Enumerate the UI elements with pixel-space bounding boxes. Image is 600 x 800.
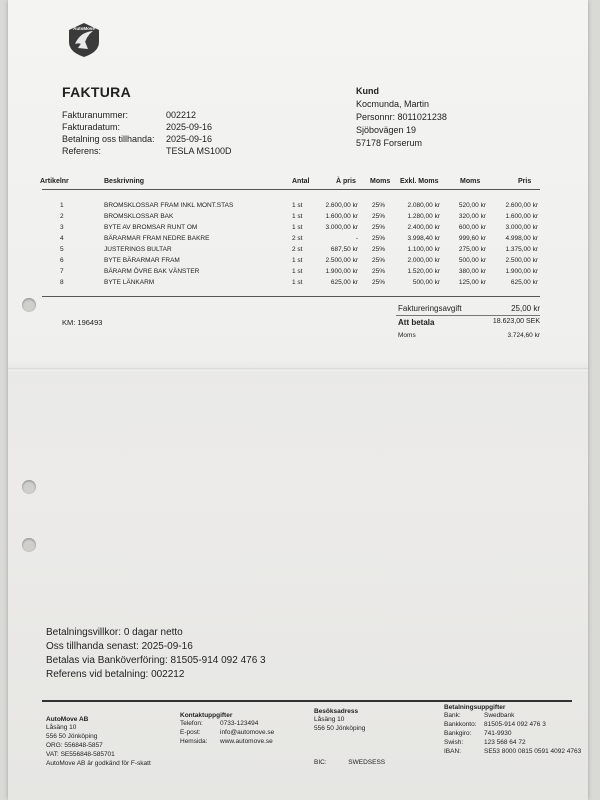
table-header-divider bbox=[42, 189, 540, 190]
table-header-cell: Antal bbox=[292, 178, 310, 185]
terms-line: Referens vid betalning: 002212 bbox=[46, 669, 185, 680]
table-cell: 2 bbox=[60, 213, 64, 220]
footer-company-line: AutoMove AB är godkänd för F-skatt bbox=[46, 760, 151, 767]
pay-label: Att betala bbox=[398, 318, 435, 327]
invoice-field-value: 002212 bbox=[166, 110, 197, 120]
terms-line: Oss tillhanda senast: 2025-09-16 bbox=[46, 641, 193, 652]
customer-city: 57178 Forserum bbox=[356, 138, 423, 148]
table-cell: 1.900,00 kr bbox=[325, 268, 358, 275]
table-header-cell: À pris bbox=[336, 178, 356, 185]
table-cell: 25% bbox=[372, 279, 386, 286]
contact-row bbox=[180, 737, 274, 746]
fee-value: 25,00 kr bbox=[511, 304, 540, 313]
payment-label: Bankgiro: bbox=[444, 730, 472, 737]
bic-label: BIC: bbox=[314, 759, 327, 766]
footer-company-line: Låsäng 10 bbox=[46, 724, 77, 731]
table-cell: 25% bbox=[372, 213, 386, 220]
table-header-cell: Moms bbox=[370, 178, 391, 185]
contact-value: www.automove.se bbox=[220, 738, 273, 745]
table-bottom-divider bbox=[42, 296, 540, 297]
invoice-paper bbox=[8, 0, 588, 800]
company-logo bbox=[66, 22, 102, 58]
table-cell: 2.000,00 kr bbox=[407, 257, 440, 264]
footer-payment-heading: Betalningsuppgifter bbox=[444, 704, 506, 711]
logo-text: AutoMove bbox=[73, 26, 95, 31]
vat-value: 3.724,60 kr bbox=[507, 332, 540, 339]
table-cell: 1.375,00 kr bbox=[505, 246, 538, 253]
terms-line: Betalas via Banköverföring: 81505-914 092 476 3 bbox=[46, 655, 266, 666]
contact-label: E-post: bbox=[180, 729, 201, 736]
punch-hole bbox=[22, 538, 36, 552]
table-cell: 520,00 kr bbox=[458, 202, 486, 209]
table-cell: 2.080,00 kr bbox=[407, 202, 440, 209]
payment-value: Swedbank bbox=[484, 712, 515, 719]
table-cell: 25% bbox=[372, 224, 386, 231]
table-cell: 1 st bbox=[292, 202, 303, 209]
pay-value: 18.623,00 SEK bbox=[492, 318, 540, 325]
table-cell: 25% bbox=[372, 257, 386, 264]
invoice-field-label: Fakturanummer: bbox=[62, 110, 129, 120]
payment-row bbox=[444, 720, 581, 729]
payment-terms bbox=[46, 626, 266, 682]
table-cell: 25% bbox=[372, 268, 386, 275]
punch-hole bbox=[22, 298, 36, 312]
footer-company-heading: AutoMove AB bbox=[46, 716, 89, 723]
table-cell: 1.900,00 kr bbox=[505, 268, 538, 275]
table-cell: BYTE AV BROMSAR RUNT OM bbox=[104, 224, 198, 231]
table-cell: 1 st bbox=[292, 257, 303, 264]
payment-row bbox=[444, 711, 581, 720]
payment-value: 81505-914 092 476 3 bbox=[484, 721, 546, 728]
invoice-field-value: 2025-09-16 bbox=[166, 122, 213, 132]
visit-line: Låsäng 10 bbox=[314, 716, 345, 723]
table-cell: 1.600,00 kr bbox=[505, 213, 538, 220]
footer-company-line: 556 50 Jönköping bbox=[46, 733, 98, 740]
table-cell: 25% bbox=[372, 202, 386, 209]
table-header-cell: Exkl. Moms bbox=[400, 178, 439, 185]
paper-fold bbox=[8, 368, 588, 371]
payment-value: 741-9930 bbox=[484, 730, 512, 737]
invoice-field-value: TESLA MS100D bbox=[166, 146, 232, 156]
footer-company-line: ORG: 556848-5857 bbox=[46, 742, 103, 749]
table-cell: 7 bbox=[60, 268, 64, 275]
contact-label: Hemsida: bbox=[180, 738, 208, 745]
table-cell: 1 st bbox=[292, 268, 303, 275]
table-cell: 687,50 kr bbox=[330, 246, 358, 253]
table-cell: 2.500,00 kr bbox=[505, 257, 538, 264]
table-cell: 320,00 kr bbox=[458, 213, 486, 220]
footer-company bbox=[46, 716, 151, 768]
payment-label: Bank: bbox=[444, 712, 461, 719]
totals-divider bbox=[396, 315, 540, 316]
customer-heading: Kund bbox=[356, 86, 379, 96]
table-cell: 1 st bbox=[292, 279, 303, 286]
footer-company-line: VAT: SE556848-585701 bbox=[46, 751, 115, 758]
table-cell: BYTE BÄRARMAR FRAM bbox=[104, 257, 180, 264]
table-cell: 625,00 kr bbox=[330, 279, 358, 286]
invoice-field-value: 2025-09-16 bbox=[166, 134, 213, 144]
payment-row bbox=[444, 738, 581, 747]
table-cell: JUSTERINGS BULTAR bbox=[104, 246, 172, 253]
table-cell: 2.500,00 kr bbox=[325, 257, 358, 264]
table-cell: 2 st bbox=[292, 246, 303, 253]
table-cell: - bbox=[355, 235, 358, 242]
invoice-field-label: Fakturadatum: bbox=[62, 122, 121, 132]
contact-value: info@automove.se bbox=[220, 729, 275, 736]
contact-label: Telefon: bbox=[180, 720, 203, 727]
terms-line: Betalningsvillkor: 0 dagar netto bbox=[46, 627, 183, 638]
customer-street: Sjöbovägen 19 bbox=[356, 125, 417, 135]
table-cell: 1 st bbox=[292, 224, 303, 231]
payment-row bbox=[444, 747, 581, 756]
invoice-field-label: Referens: bbox=[62, 146, 102, 156]
vat-label: Moms bbox=[398, 332, 416, 339]
footer-payment bbox=[444, 704, 581, 756]
table-cell: 2.600,00 kr bbox=[325, 202, 358, 209]
table-cell: BÄRARM ÖVRE BAK VÄNSTER bbox=[104, 268, 200, 275]
table-cell: 6 bbox=[60, 257, 64, 264]
table-cell: 1.280,00 kr bbox=[407, 213, 440, 220]
table-cell: BROMSKLOSSAR FRAM INKL MONT.STAS bbox=[104, 202, 234, 209]
table-cell: 25% bbox=[372, 235, 386, 242]
footer-contact-heading: Kontaktuppgifter bbox=[180, 712, 233, 719]
table-cell: 500,00 kr bbox=[412, 279, 440, 286]
table-header-cell: Pris bbox=[518, 178, 532, 185]
table-header-cell: Moms bbox=[460, 178, 481, 185]
footer-contact bbox=[180, 712, 274, 746]
table-cell: 4.998,00 kr bbox=[505, 235, 538, 242]
page-title: FAKTURA bbox=[62, 84, 131, 100]
contact-row bbox=[180, 728, 274, 737]
table-cell: 8 bbox=[60, 279, 64, 286]
table-cell: 380,00 kr bbox=[458, 268, 486, 275]
invoice-field-label: Betalning oss tillhanda: bbox=[62, 134, 155, 144]
payment-value: SE53 8000 0815 0591 4092 4763 bbox=[484, 748, 582, 755]
table-cell: 125,00 kr bbox=[458, 279, 486, 286]
km-reading: KM: 196493 bbox=[62, 318, 103, 327]
bic-value: SWEDSESS bbox=[348, 759, 386, 766]
table-cell: 3.000,00 kr bbox=[505, 224, 538, 231]
table-cell: 500,00 kr bbox=[458, 257, 486, 264]
table-cell: 25% bbox=[372, 246, 386, 253]
table-cell: 1.100,00 kr bbox=[407, 246, 440, 253]
footer-visit bbox=[314, 708, 365, 733]
payment-value: 123 568 64 72 bbox=[484, 739, 526, 746]
fee-label: Faktureringsavgift bbox=[398, 304, 462, 313]
table-cell: 1.520,00 kr bbox=[407, 268, 440, 275]
table-cell: 625,00 kr bbox=[510, 279, 538, 286]
footer-visit-heading: Besöksadress bbox=[314, 708, 359, 715]
table-cell: 275,00 kr bbox=[458, 246, 486, 253]
punch-hole bbox=[22, 480, 36, 494]
table-cell: 5 bbox=[60, 246, 64, 253]
table-cell: 3.998,40 kr bbox=[407, 235, 440, 242]
table-cell: 4 bbox=[60, 235, 64, 242]
payment-label: IBAN: bbox=[444, 748, 461, 755]
footer-divider bbox=[42, 700, 572, 702]
table-cell: 1 st bbox=[292, 213, 303, 220]
payment-label: Bankkonto: bbox=[444, 721, 477, 728]
table-cell: 2.400,00 kr bbox=[407, 224, 440, 231]
customer-personnr: Personnr: 8011021238 bbox=[356, 112, 447, 122]
contact-row bbox=[180, 719, 274, 728]
table-cell: 3.000,00 kr bbox=[325, 224, 358, 231]
table-cell: BROMSKLOSSAR BAK bbox=[104, 213, 174, 220]
table-cell: BYTE LÄNKARM bbox=[104, 279, 155, 286]
customer-name: Kocmunda, Martin bbox=[356, 99, 430, 109]
payment-label: Swish: bbox=[444, 739, 464, 746]
payment-row bbox=[444, 729, 581, 738]
table-header-cell: Artikelnr bbox=[40, 178, 69, 185]
table-cell: 1.600,00 kr bbox=[325, 213, 358, 220]
table-cell: 600,00 kr bbox=[458, 224, 486, 231]
table-cell: 1 bbox=[60, 202, 64, 209]
contact-value: 0733-123494 bbox=[220, 720, 259, 727]
table-cell: 2 st bbox=[292, 235, 303, 242]
table-cell: 2.600,00 kr bbox=[505, 202, 538, 209]
table-cell: BÄRARMAR FRAM NEDRE BAKRE bbox=[104, 235, 210, 242]
table-cell: 3 bbox=[60, 224, 64, 231]
footer-bic bbox=[314, 758, 385, 767]
table-header-cell: Beskrivning bbox=[104, 178, 145, 185]
table-cell: 999,60 kr bbox=[458, 235, 486, 242]
visit-line: 556 50 Jönköping bbox=[314, 725, 366, 732]
